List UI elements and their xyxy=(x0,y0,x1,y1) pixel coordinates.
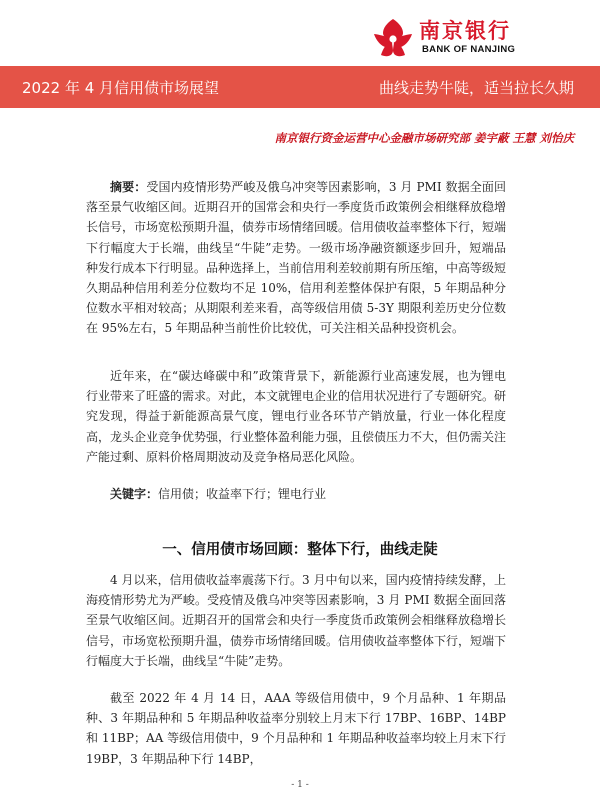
bank-name-cn: 南京银行 xyxy=(419,19,511,43)
bank-name-en: BANK OF NANJING xyxy=(422,44,516,55)
report-subtitle: 曲线走势牛陡，适当拉长久期 xyxy=(378,79,574,97)
section-paragraph-2: 截至 2022 年 4 月 14 日，AAA 等级信用债中，9 个月品种、1 年期品种、3 年期品种和 5 年期品种收益率分别较上月末下行 17BP、16BP、14BP 和 11BP；AA 等级信用债中，9 个月品种和 1 年期品种收益率均较上月末下行 19BP，3 年期品种下行 14BP， xyxy=(86,691,506,766)
report-title: 2022 年 4 月信用债市场展望 xyxy=(22,79,220,97)
keywords-label: 关键字： xyxy=(110,487,159,501)
keywords-line xyxy=(86,484,506,504)
bank-logo xyxy=(372,14,552,62)
abstract-label: 摘要： xyxy=(110,180,147,194)
bank-emblem-icon xyxy=(372,17,414,59)
report-banner xyxy=(0,66,600,108)
section-heading: 一、信用债市场回顾：整体下行，曲线走陡 xyxy=(162,542,438,558)
page-number: - 1 - xyxy=(291,780,309,790)
authors-line: 南京银行资金运营中心金融市场研究部 姜宇蔽 王慧 刘怡庆 xyxy=(274,131,574,145)
abstract-text-1: 受国内疫情形势严峻及俄乌冲突等因素影响，3 月 PMI 数据全面回落至景气收缩区间。近期召开的国常会和央行一季度货币政策例会相继释放稳增长信号，市场宽松预期升温，债券市场情绪回暖。信用债收益率整体下行，短端下行幅度大于长端，曲线呈“牛陡”走势。一级市场净融资额逐步回升，短端品种发行成本下行明显。品种选择上，当前信用利差较前期有所压缩，中高等级短久期品种信用利差分位数均不足 10%，信用利差整体保护有限，5 年期品种分位数水平相对较高；从期限利差来看，高等级信用债 5-3Y 期限利差历史分位数在 95%左右，5 年期品种当前性价比较优，可关注相关品种投资机会。 xyxy=(86,180,507,336)
keywords-value: 信用债；收益率下行；锂电行业 xyxy=(158,487,327,501)
abstract-paragraph-1 xyxy=(86,177,506,339)
section-paragraph-1: 4 月以来，信用债收益率震荡下行。3 月中旬以来，国内疫情持续发酵，上海疫情形势尤为严峻。受疫情及俄乌冲突等因素影响，3 月 PMI 数据全面回落至景气收缩区间。近期召开的国常会和央行一季度货币政策例会相继释放稳增长信号，市场宽松预期升温，债券市场情绪回暖。信用债收益率整体下行，短端下行幅度大于长端，曲线呈“牛陡”走势。 xyxy=(86,573,507,668)
abstract-paragraph-2: 近年来，在“碳达峰碳中和”政策背景下，新能源行业高速发展，也为锂电行业带来了旺盛的需求。对此，本文就锂电企业的信用状况进行了专题研究。研究发现，得益于新能源高景气度，锂电行业各环节产销放量，行业一体化程度高，龙头企业竞争优势强，行业整体盈利能力强，且偿债压力不大，但仍需关注产能过剩、原料价格周期波动及竞争格局恶化风险。 xyxy=(86,369,507,464)
